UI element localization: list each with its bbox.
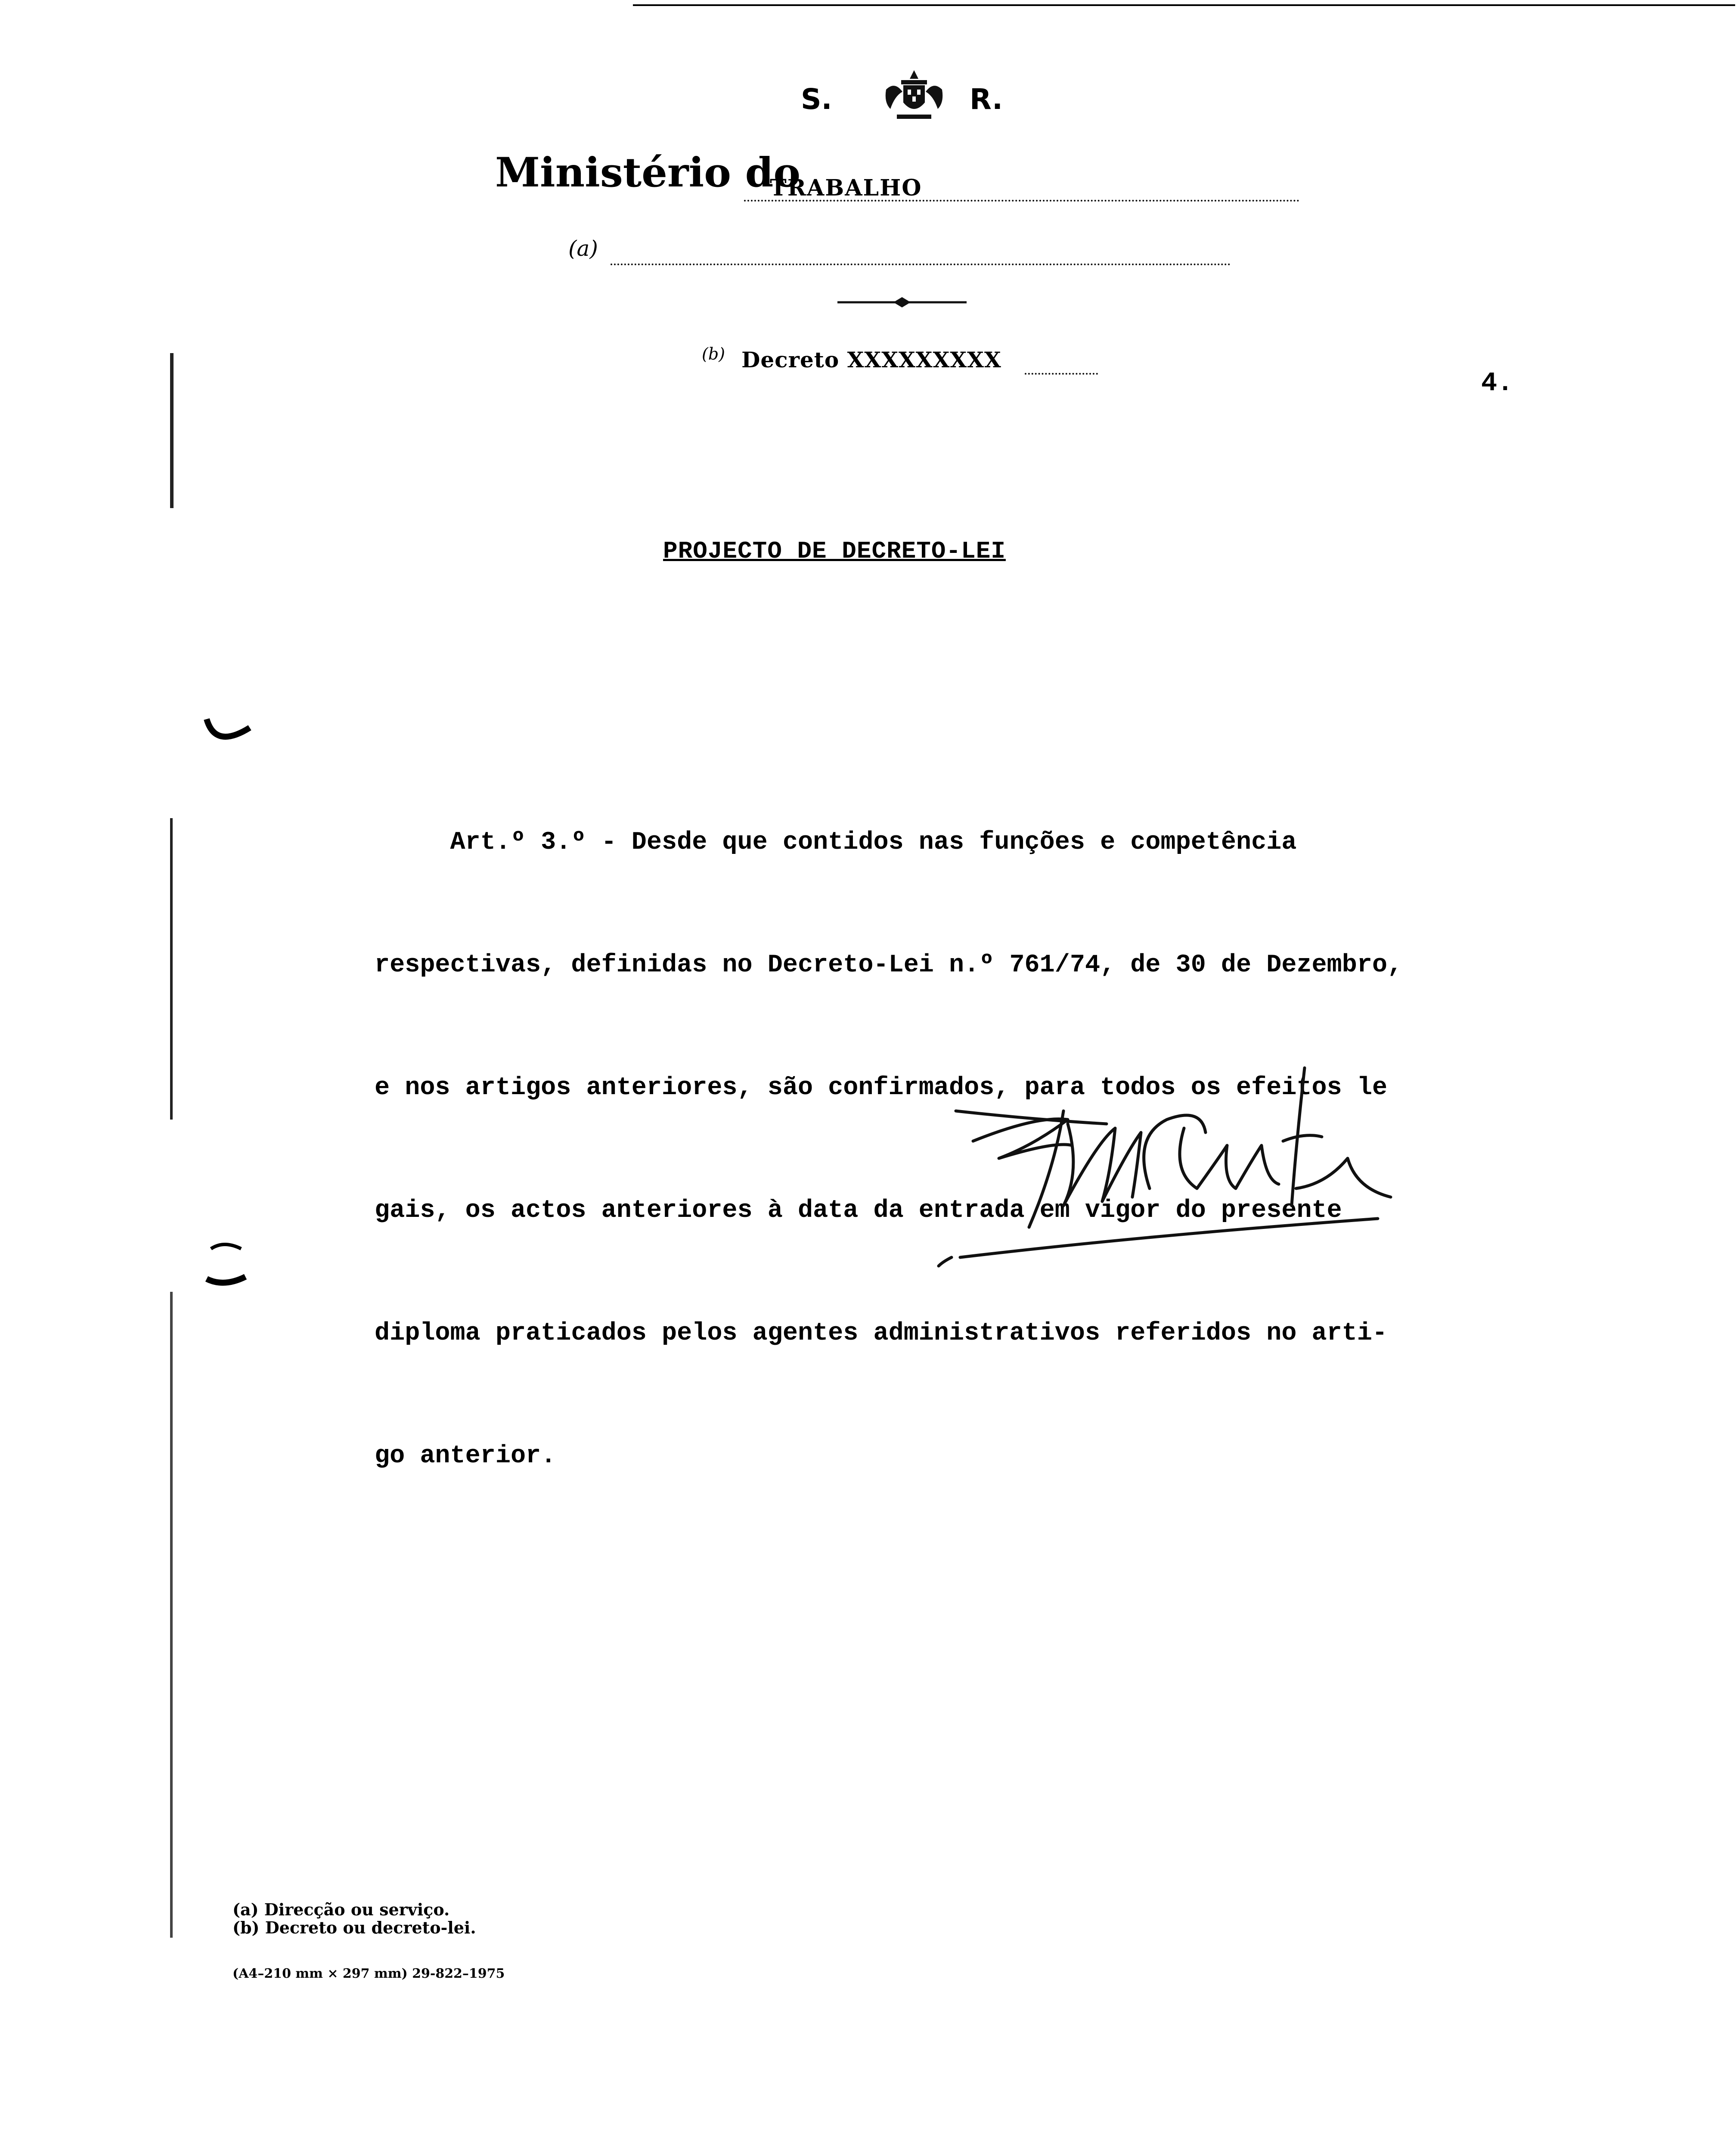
ministry-field: [744, 173, 1299, 202]
article-line: diploma praticados pelos agentes administrativos referidos no arti-: [375, 1318, 1388, 1347]
binding-edge-mark: [170, 818, 173, 1120]
document-title: PROJECTO DE DECRETO-LEI: [663, 537, 1006, 565]
field-b-value: Decreto XXXXXXXXX: [741, 347, 1001, 372]
footnotes: [232, 1901, 476, 1937]
handwritten-signature: [926, 1059, 1434, 1283]
ministry-prefix: Ministério do: [495, 149, 801, 196]
article-line: respectivas, definidas no Decreto-Lei n.º 761/74, de 30 de Dezembro,: [375, 950, 1403, 979]
ornament-divider-icon: [837, 289, 967, 315]
binding-edge-mark: [170, 353, 174, 508]
article-line: Art.º 3.º - Desde que contidos nas funções e competência: [375, 828, 1297, 856]
field-a-line: [611, 251, 1231, 265]
field-b-label: (b): [702, 344, 725, 363]
field-a-label: (a): [568, 236, 598, 261]
article-line: go anterior.: [375, 1441, 556, 1470]
footnote-b: (b) Decreto ou decreto-lei.: [232, 1918, 476, 1937]
article-line: gais, os actos anteriores à data da entrada em vigor do presente: [375, 1196, 1342, 1225]
punch-hole-mark: [202, 710, 254, 754]
republic-initial-r: R.: [970, 83, 1003, 116]
footnote-a: (a) Direcção ou serviço.: [232, 1900, 450, 1919]
ministry-name: TRABALHO: [770, 175, 922, 201]
binding-edge-mark: [170, 1292, 173, 1938]
punch-hole-mark: [202, 1240, 254, 1292]
republic-initial-s: S.: [801, 83, 832, 116]
page-number: 4.: [1481, 368, 1513, 398]
field-b-line: [1025, 364, 1098, 375]
coat-of-arms-icon: [882, 68, 946, 124]
form-reference: (A4–210 mm × 297 mm) 29-822–1975: [232, 1966, 505, 1981]
top-border-line: [633, 4, 1735, 6]
article-line: e nos artigos anteriores, são confirmados, para todos os efeitos le: [375, 1073, 1388, 1102]
